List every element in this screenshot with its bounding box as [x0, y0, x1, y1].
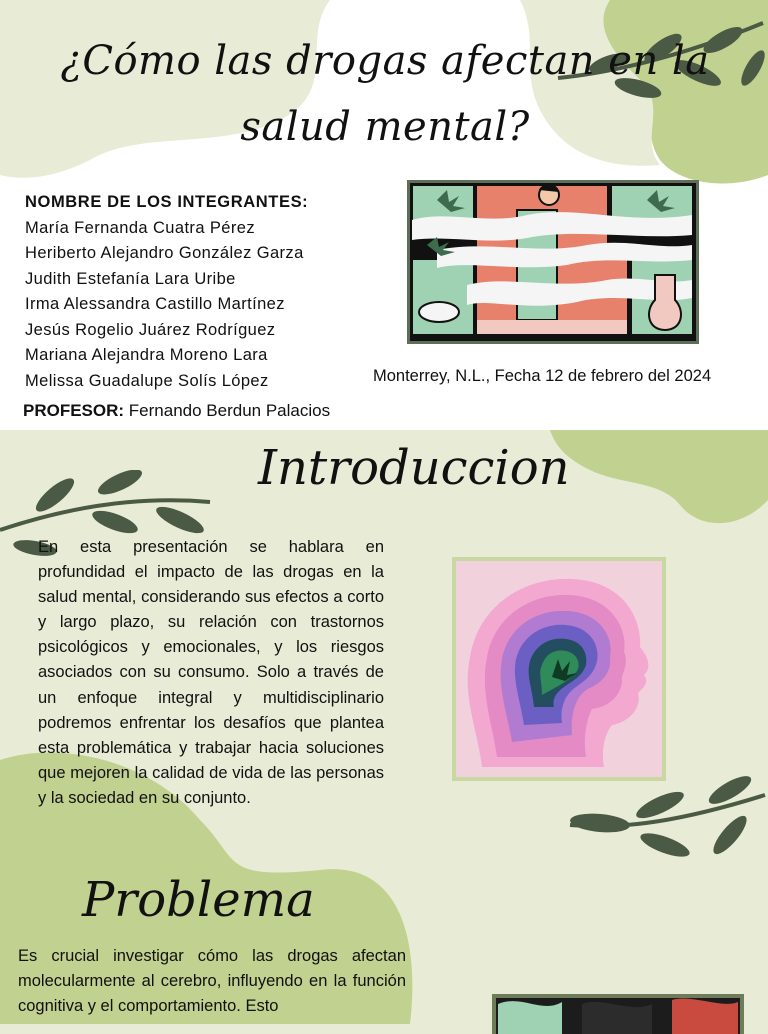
date-location: Monterrey, N.L., Fecha 12 de febrero del 2024	[373, 367, 712, 385]
bottom-illustration	[492, 994, 744, 1034]
problema-text: Es crucial investigar cómo las drogas afectan molecularmente al cerebro, influyendo en la función cognitiva y el comportamiento. Esto	[18, 947, 406, 1016]
profesor-name: Fernando Berdun Palacios	[128, 401, 331, 420]
introduccion-text: En esta presentación se hablara en profundidad el impacto de las drogas en la salud mental, considerando sus efectos a corto y largo plazo, su relación con trastornos psicológicos y emocionales, y los riesgos asociados con su consumo. Solo a través de un enfoque integral y multidisciplinario podremos enfrentar los desafíos que plantea esta problemática y trabajar hacia soluciones que mejoren la calidad de vida de las personas y la sociedad en su conjunto.	[38, 538, 384, 807]
member-name: Jesús Rogelio Juárez Rodríguez	[25, 320, 276, 339]
profesor-label: PROFESOR:	[23, 401, 125, 420]
section-heading-problema: Problema	[82, 872, 315, 928]
member-name: Heriberto Alejandro González Garza	[25, 244, 304, 262]
member-name: Melissa Guadalupe Solís López	[25, 371, 269, 390]
member-name: Irma Alessandra Castillo Martínez	[25, 295, 285, 313]
profesor-line	[23, 401, 330, 421]
leaf-branch-icon	[565, 775, 768, 865]
members-header: NOMBRE DE LOS INTEGRANTES:	[25, 193, 309, 211]
member-name: María Fernanda Cuatra Pérez	[25, 218, 255, 237]
section-heading-introduccion: Introduccion	[258, 440, 570, 496]
member-name: Judith Estefanía Lara Uribe	[25, 269, 236, 288]
page-title: ¿Cómo las drogas afectan en la salud mental?	[60, 38, 710, 150]
head-profile-illustration	[452, 557, 666, 781]
cannabis-scene-illustration	[407, 180, 699, 344]
members-list	[25, 190, 308, 394]
member-name: Mariana Alejandra Moreno Lara	[25, 346, 268, 364]
